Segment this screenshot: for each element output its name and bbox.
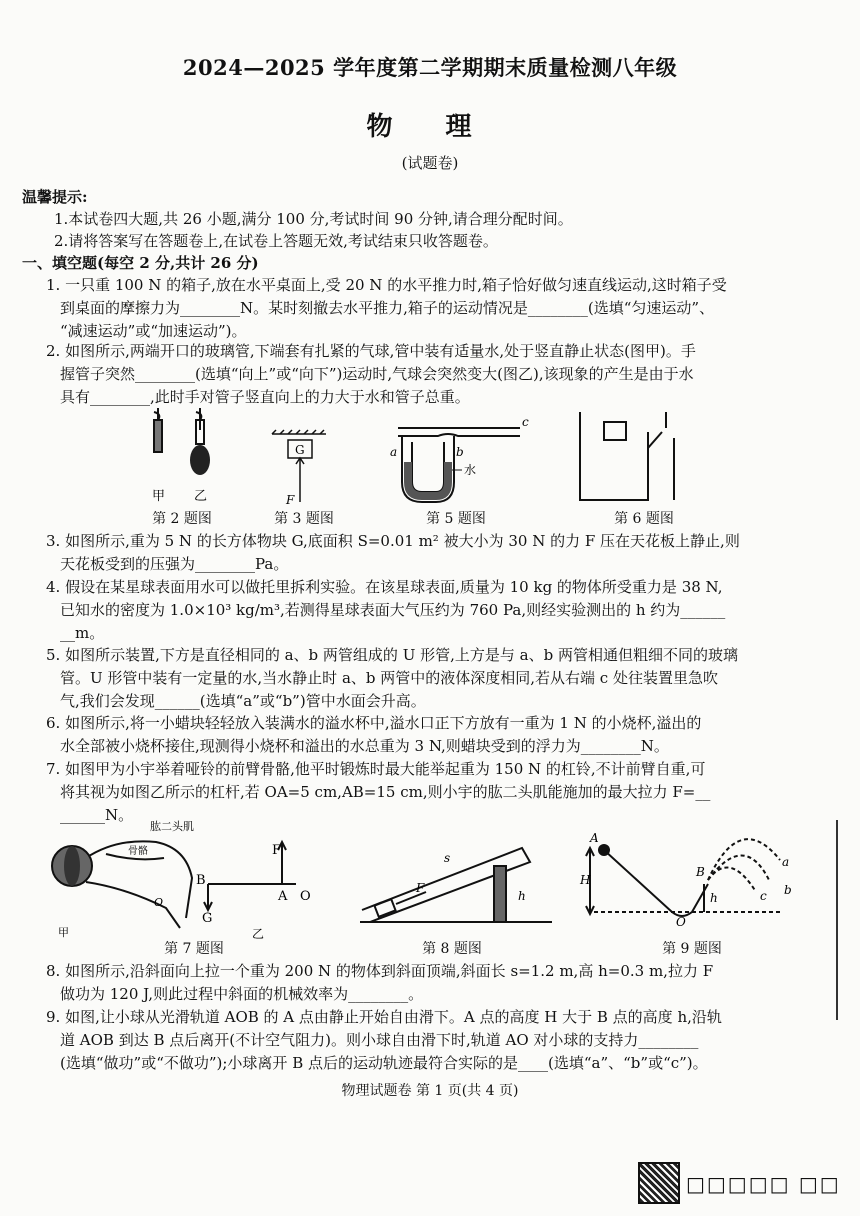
fig7-bone-label: 骨骼	[128, 846, 148, 857]
figure-q5	[390, 412, 530, 508]
tip-item: 1.本试卷四大题,共 26 小题,满分 100 分,考试时间 90 分钟,请合理分配时间。	[54, 210, 573, 228]
question-line: 水全部被小烧杯接住,现测得小烧杯和溢出的水总重为 3 N,则蜡块受到的浮力为________N。	[60, 737, 669, 755]
caption-fig9: 第 9 题图	[662, 941, 722, 957]
question-line: 道 AOB 到达 B 点后离开(不计空气阻力)。则小球自由滑下时,轨道 AO 对小球的支持力________	[60, 1031, 699, 1049]
question-line: 到桌面的摩擦力为________N。某时刻撤去水平推力,箱子的运动情况是________(选填“匀速运动”、	[60, 299, 715, 317]
fig9-c-label: c	[760, 889, 767, 903]
fig7-A-label: A	[278, 889, 288, 904]
fig2-label-yi: 乙	[194, 489, 208, 504]
fig9-a-label: a	[782, 855, 790, 869]
question-line: 做功为 120 J,则此过程中斜面的机械效率为________。	[60, 985, 424, 1003]
section-heading: 一、填空题(每空 2 分,共计 26 分)	[22, 254, 259, 272]
question-2	[46, 340, 818, 409]
question-line: 握管子突然________(选填“向上”或“向下”)运动时,气球会突然变大(图乙),该现象的产生是由于水	[60, 365, 694, 383]
question-line: 2. 如图所示,两端开口的玻璃管,下端套有扎紧的气球,管中装有适量水,处于竖直静止状态(图甲)。手	[46, 342, 696, 360]
question-line: ______N。	[60, 806, 134, 824]
fig7-jia-label: 甲	[58, 926, 69, 939]
fig8-s-label: s	[444, 851, 451, 865]
question-line: 4. 假设在某星球表面用水可以做托里拆利实验。在该星球表面,质量为 10 kg 的物体所受重力是 38 N,	[46, 578, 723, 596]
fig8-h-label: h	[518, 889, 526, 903]
fig5-c-label: c	[522, 415, 529, 429]
fig3-force-label: F	[286, 493, 295, 507]
exam-title: 2024—2025 学年度第二学期期末质量检测八年级	[182, 55, 678, 80]
question-line: 3. 如图所示,重为 5 N 的长方体物块 G,底面积 S=0.01 m² 被大小为 30 N 的力 F 压在天花板上静止,则	[46, 532, 740, 550]
question-4	[46, 576, 818, 645]
figure-q7-lever	[196, 838, 326, 941]
fig9-O-label: O	[676, 915, 686, 929]
question-9	[46, 1006, 818, 1075]
figure-q7-arm	[46, 818, 196, 938]
caption-fig8: 第 8 题图	[422, 941, 482, 957]
fig7-muscle-label: 肱二头肌	[150, 820, 194, 833]
fig9-A-label: A	[590, 831, 599, 845]
fig9-b-label: b	[784, 883, 792, 897]
figure-q8	[356, 818, 556, 928]
fig9-B-label: B	[696, 865, 705, 879]
question-6	[46, 712, 818, 758]
fig9-h-label: h	[710, 891, 718, 905]
question-line: 将其视为如图乙所示的杠杆,若 OA=5 cm,AB=15 cm,则小宇的肱二头肌能施加的最大拉力 F=__	[60, 783, 711, 801]
fig7-O-label: O	[300, 889, 311, 904]
question-5	[46, 644, 818, 713]
question-line: 具有________,此时手对管子竖直向上的力大于水和管子总重。	[60, 388, 470, 406]
fig7-B-label: B	[196, 873, 206, 888]
question-line: 已知水的密度为 1.0×10³ kg/m³,若测得星球表面大气压约为 760 Pa,则经实验测出的 h 约为______	[60, 601, 726, 619]
question-line: 1. 一只重 100 N 的箱子,放在水平桌面上,受 20 N 的水平推力时,箱子恰好做匀速直线运动,这时箱子受	[46, 276, 727, 294]
question-line: “减速运动”或“加速运动”)。	[60, 322, 247, 340]
fig7-yi-label: 乙	[252, 927, 265, 941]
caption-fig7: 第 7 题图	[164, 941, 224, 957]
question-8	[46, 960, 818, 1006]
figure-q2	[140, 400, 220, 510]
caption-fig3: 第 3 题图	[274, 511, 334, 527]
tips-heading: 温馨提示:	[22, 188, 88, 206]
question-line: 5. 如图所示装置,下方是直径相同的 a、b 两管组成的 U 形管,上方是与 a、b 两管相通但粗细不同的玻璃	[46, 646, 738, 664]
fig3-block-label: G	[295, 443, 305, 457]
question-line: 气,我们会发现______(选填“a”或“b”)管中水面会升高。	[60, 692, 426, 710]
question-line: (选填“做功”或“不做功”);小球离开 B 点后的运动轨迹最符合实际的是____(选填“a”、“b”或“c”)。	[60, 1054, 708, 1072]
question-line: 天花板受到的压强为________Pa。	[60, 555, 289, 573]
question-line: 8. 如图所示,沿斜面向上拉一个重为 200 N 的物体到斜面顶端,斜面长 s=1.2 m,高 h=0.3 m,拉力 F	[46, 962, 714, 980]
subject-title: 物 理	[366, 112, 494, 142]
question-line: 9. 如图,让小球从光滑轨道 AOB 的 A 点由静止开始自由滑下。A 点的高度 H 大于 B 点的高度 h,沿轨	[46, 1008, 722, 1026]
question-1	[46, 274, 818, 343]
question-line: 7. 如图甲为小宇举着哑铃的前臂骨骼,他平时锻炼时最大能举起重为 150 N 的杠铃,不计前臂自重,可	[46, 760, 706, 778]
page-footer: 物理试题卷 第 1 页(共 4 页)	[341, 1083, 519, 1099]
figure-q9	[580, 820, 800, 929]
caption-fig5: 第 5 题图	[426, 511, 486, 527]
fig7-G-label: G	[202, 911, 213, 926]
figure-q3	[270, 430, 330, 510]
fig7-F-label: F	[272, 843, 282, 858]
fig7-o-label: O	[154, 896, 164, 909]
caption-fig2: 第 2 题图	[152, 511, 212, 527]
question-3	[46, 530, 818, 576]
question-line: 管。U 形管中装有一定量的水,当水静止时 a、b 两管中的液体深度相同,若从右端 c 处往装置里急吹	[60, 669, 718, 687]
margin-line	[836, 820, 838, 1020]
fig5-b-label: b	[456, 445, 464, 459]
fig2-label-jia: 甲	[152, 489, 166, 504]
question-7	[46, 758, 818, 827]
fig5-water-label: 水	[464, 463, 477, 477]
tip-item: 2.请将答案写在答题卷上,在试卷上答题无效,考试结束只收答题卷。	[54, 232, 498, 250]
question-line: __m。	[60, 624, 105, 642]
fig5-a-label: a	[390, 445, 398, 459]
corner-boxes: □□□□□ □□	[686, 1172, 841, 1196]
figure-q6	[574, 408, 714, 506]
question-line: 6. 如图所示,将一小蜡块轻轻放入装满水的溢水杯中,溢水口正下方放有一重为 1 N 的小烧杯,溢出的	[46, 714, 702, 732]
qr-code-icon	[638, 1162, 680, 1204]
paper-type: (试题卷)	[401, 154, 459, 172]
fig8-F-label: F	[416, 881, 425, 895]
caption-fig6: 第 6 题图	[614, 511, 674, 527]
fig9-H-label: H	[580, 873, 591, 887]
